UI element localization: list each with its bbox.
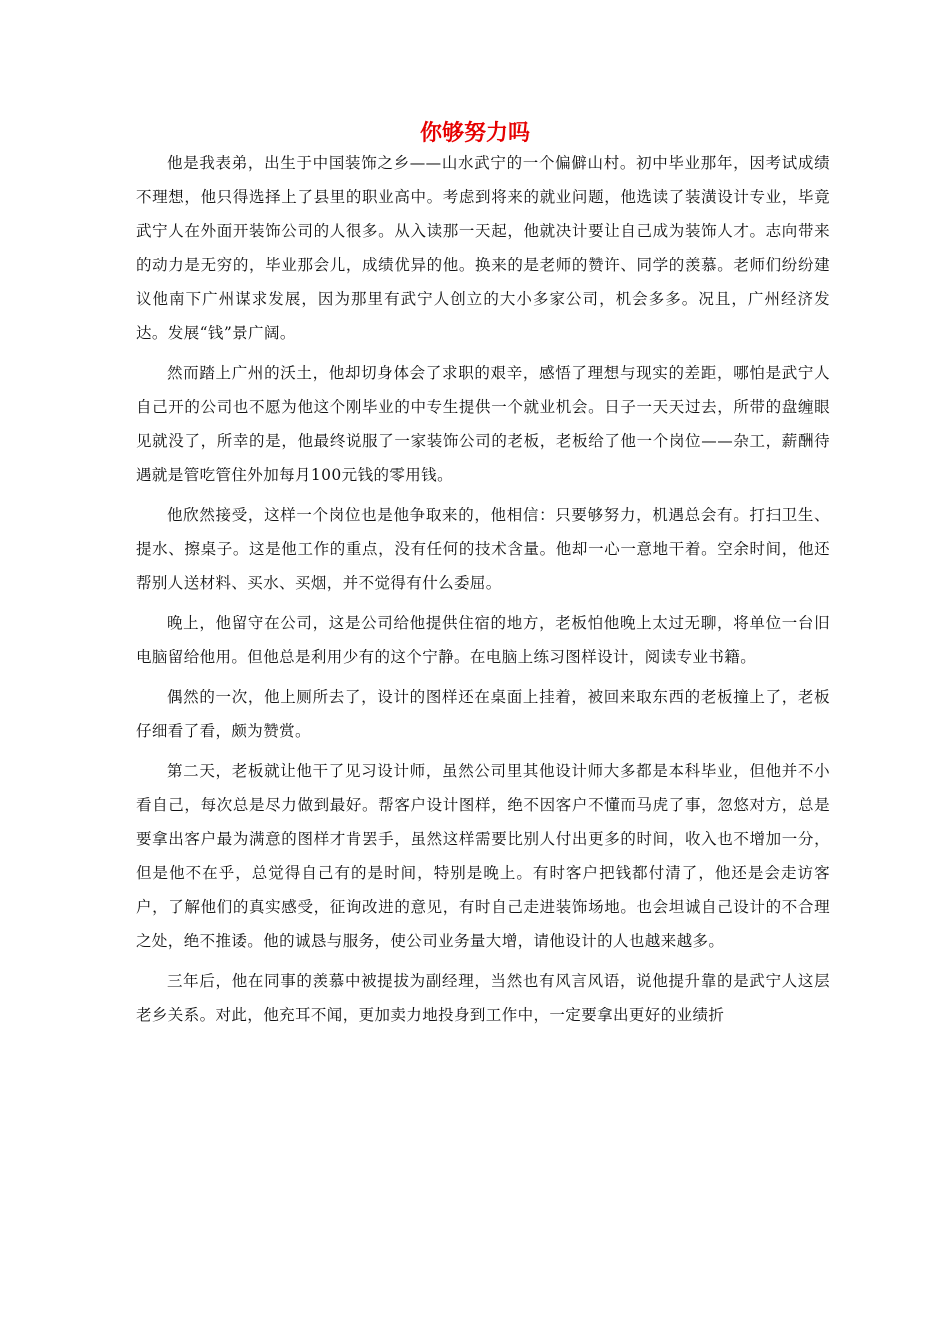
paragraph: 偶然的一次，他上厕所去了，设计的图样还在桌面上挂着，被回来取东西的老板撞上了，老板仔细看了看，颇为赞赏。 [136, 688, 830, 740]
document-title: 你够努力吗 [419, 120, 530, 146]
paragraph: 他是我表弟，出生于中国装饰之乡——山水武宁的一个偏僻山村。初中毕业那年，因考试成绩不理想，他只得选择上了县里的职业高中。考虑到将来的就业问题，他选读了装潢设计专业，毕竟武宁人在外面开装饰公司的人很多。从入读那一天起，他就决计要让自己成为装饰人才。志向带来的动力是无穷的，毕业那会儿，成绩优异的他。换来的是老师的赞许、同学的羡慕。老师们纷纷建议他南下广州谋求发展，因为那里有武宁人创立的大小多家公司，机会多多。况且，广州经济发达。发展“钱”景广阔。 [136, 154, 830, 342]
paragraph: 三年后，他在同事的羡慕中被提拔为副经理，当然也有风言风语，说他提升靠的是武宁人这层老乡关系。对此，他充耳不闻，更加卖力地投身到工作中，一定要拿出更好的业绩折 [136, 972, 830, 1024]
document-body [136, 146, 830, 1038]
paragraph: 晚上，他留守在公司，这是公司给他提供住宿的地方，老板怕他晚上太过无聊，将单位一台旧电脑留给他用。但他总是利用少有的这个宁静。在电脑上练习图样设计，阅读专业书籍。 [136, 614, 830, 666]
paragraph: 然而踏上广州的沃土，他却切身体会了求职的艰辛，感悟了理想与现实的差距，哪怕是武宁人自己开的公司也不愿为他这个刚毕业的中专生提供一个就业机会。日子一天天过去，所带的盘缠眼见就没了，所幸的是，他最终说服了一家装饰公司的老板，老板给了他一个岗位——杂工，薪酬待遇就是管吃管住外加每月100元钱的零用钱。 [136, 364, 830, 484]
paragraph: 第二天，老板就让他干了见习设计师，虽然公司里其他设计师大多都是本科毕业，但他并不小看自己，每次总是尽力做到最好。帮客户设计图样，绝不因客户不懂而马虎了事，忽悠对方，总是要拿出客户最为满意的图样才肯罢手，虽然这样需要比别人付出更多的时间，收入也不增加一分，但是他不在乎，总觉得自己有的是时间，特别是晚上。有时客户把钱都付清了，他还是会走访客户，了解他们的真实感受，征询改进的意见，有时自己走进装饰场地。也会坦诚自己设计的不合理之处，绝不推诿。他的诚恳与服务，使公司业务量大增，请他设计的人也越来越多。 [136, 762, 830, 950]
paragraph: 他欣然接受，这样一个岗位也是他争取来的，他相信：只要够努力，机遇总会有。打扫卫生、提水、擦桌子。这是他工作的重点，没有任何的技术含量。他却一心一意地干着。空余时间，他还帮别人送材料、买水、买烟，并不觉得有什么委屈。 [136, 506, 830, 592]
